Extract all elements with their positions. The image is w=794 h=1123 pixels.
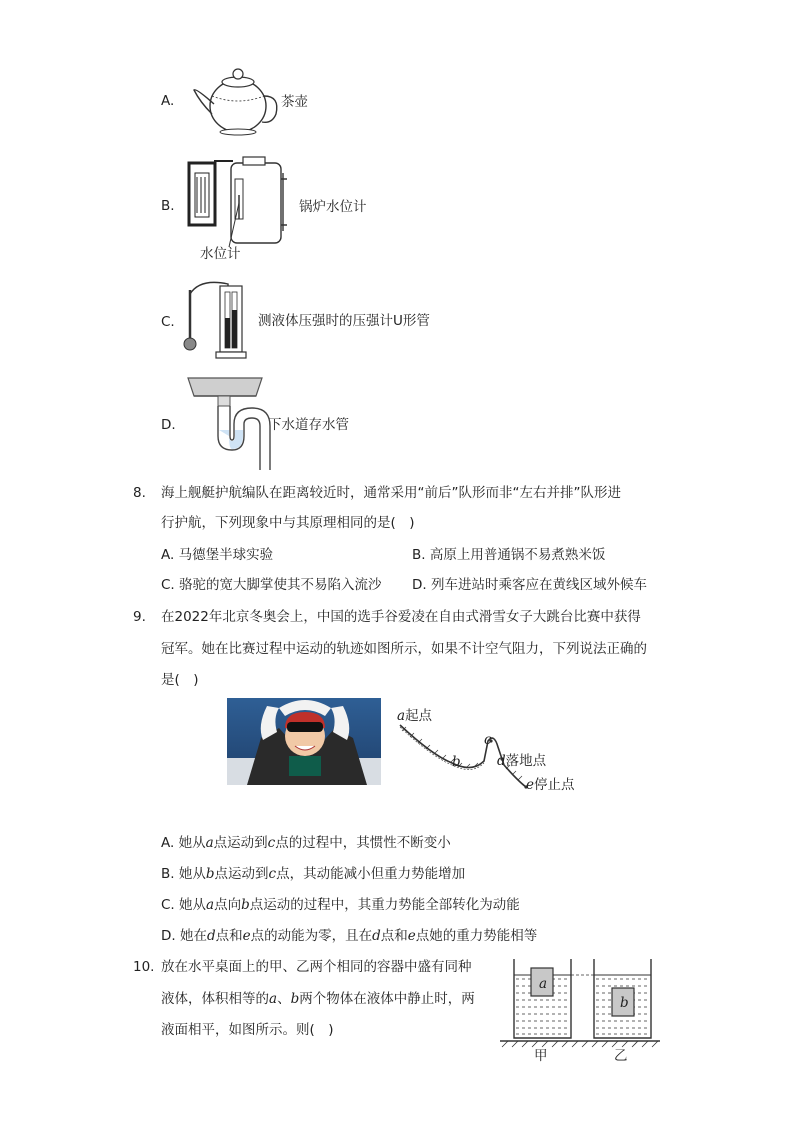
text: 她从 <box>178 866 206 882</box>
option-text: 高原上用普通锅不易煮熟米饭 <box>429 547 606 563</box>
var: a <box>539 976 548 992</box>
text: 点运动到 <box>213 835 268 851</box>
option-letter: D. <box>412 577 427 593</box>
point-a-label: a <box>397 708 406 724</box>
option-letter: B. <box>161 198 175 214</box>
var: d <box>372 928 381 944</box>
text: 两个物体在液体中静止时，两 <box>299 991 475 1007</box>
block-a-label <box>539 975 547 993</box>
text: 点运动到 <box>214 866 269 882</box>
option-caption: 测液体压强时的压强计U形管 <box>258 313 430 329</box>
option-letter: A. <box>161 93 175 109</box>
label-d-landing <box>497 752 546 770</box>
var: e <box>242 928 251 944</box>
text: 、 <box>277 991 291 1007</box>
option-caption: 锅炉水位计 <box>299 199 367 215</box>
point-d-label: d <box>497 753 506 769</box>
var: a <box>205 835 214 851</box>
text: 点向 <box>214 897 242 913</box>
container-jia-label: 甲 <box>534 1048 548 1064</box>
landing-text: 落地点 <box>505 753 547 769</box>
option-b <box>412 546 605 564</box>
option-letter: A. <box>161 835 175 851</box>
water-gauge-label: 水位计 <box>200 246 241 262</box>
question-number: 8. <box>133 485 146 501</box>
option-caption: 茶壶 <box>281 94 308 110</box>
text: 点的过程中，其惯性不断变小 <box>275 835 451 851</box>
option-letter: B. <box>161 866 175 882</box>
label-c <box>484 731 492 749</box>
label-b <box>452 753 461 771</box>
text: 液体，体积相等的 <box>161 991 269 1007</box>
var: b <box>290 991 300 1007</box>
teapot-icon <box>190 66 285 138</box>
text: 点和 <box>215 928 243 944</box>
point-c-label: c <box>484 732 492 748</box>
option-d <box>161 927 537 945</box>
boiler-icon <box>185 155 295 250</box>
question-stem-line-2: 冠军。她在比赛过程中运动的轨迹如图所示，如果不计空气阻力，下列说法正确的 <box>161 641 647 657</box>
option-a <box>161 834 451 852</box>
option-c <box>161 576 382 594</box>
option-letter: D. <box>161 417 176 433</box>
option-letter: C. <box>161 577 175 593</box>
option-letter: C. <box>161 314 175 330</box>
container-yi-label: 乙 <box>614 1048 628 1064</box>
text: 点她的重力势能相等 <box>415 928 538 944</box>
sink-trap-icon <box>186 374 266 472</box>
var: d <box>206 928 216 944</box>
option-text: 马德堡半球实验 <box>178 547 274 563</box>
option-letter: B. <box>412 547 426 563</box>
option-b <box>161 865 465 883</box>
option-letter: A. <box>161 547 175 563</box>
var: e <box>407 928 416 944</box>
start-text: 起点 <box>405 708 433 724</box>
text: 点的动能为零，且在 <box>250 928 373 944</box>
question-stem-line-3: 液面相平，如图所示。则( ) <box>161 1022 334 1038</box>
text: 点和 <box>380 928 408 944</box>
question-stem-line-1: 在2022年北京冬奥会上，中国的选手谷爱凌在自由式滑雪女子大跳台比赛中获得 <box>161 609 641 625</box>
text: 点，其动能减小但重力势能增加 <box>276 866 466 882</box>
var: a <box>269 991 278 1007</box>
text: 点运动的过程中，其重力势能全部转化为动能 <box>249 897 520 913</box>
question-stem-line-1: 海上舰艇护航编队在距离较近时，通常采用“前后”队形而非“左右并排”队形进 <box>161 485 621 501</box>
text: 她在 <box>179 928 207 944</box>
question-stem-line-3: 是( ) <box>161 672 199 688</box>
block-b-label <box>620 994 629 1012</box>
option-letter: C. <box>161 897 175 913</box>
question-number: 9. <box>133 609 146 625</box>
var: c <box>267 835 276 851</box>
option-caption: 下水道存水管 <box>268 417 349 433</box>
containers-diagram <box>498 955 663 1050</box>
point-b-label: b <box>452 754 461 770</box>
option-letter: D. <box>161 928 176 944</box>
option-a <box>161 546 273 564</box>
option-d <box>412 576 647 594</box>
text: 她从 <box>179 897 207 913</box>
question-stem-line-2: 行护航，下列现象中与其原理相同的是( ) <box>161 515 415 531</box>
pressure-gauge-icon <box>180 280 260 365</box>
stop-text: 停止点 <box>534 777 575 793</box>
skier-photo <box>227 698 381 785</box>
label-e-stop <box>526 776 575 794</box>
text: 她从 <box>178 835 206 851</box>
option-text: 列车进站时乘客应在黄线区域外候车 <box>430 577 647 593</box>
var: c <box>268 866 277 882</box>
option-text: 骆驼的宽大脚掌使其不易陷入流沙 <box>179 577 382 593</box>
var: b <box>241 897 250 913</box>
point-e-label: e <box>526 777 534 793</box>
option-c <box>161 896 520 914</box>
question-number: 10. <box>133 959 155 975</box>
var: b <box>205 866 215 882</box>
var: b <box>620 995 629 1011</box>
question-stem-line-1: 放在水平桌面上的甲、乙两个相同的容器中盛有同种 <box>161 959 472 975</box>
question-stem-line-2 <box>161 990 475 1008</box>
var: a <box>206 897 215 913</box>
label-a-start <box>397 707 432 725</box>
